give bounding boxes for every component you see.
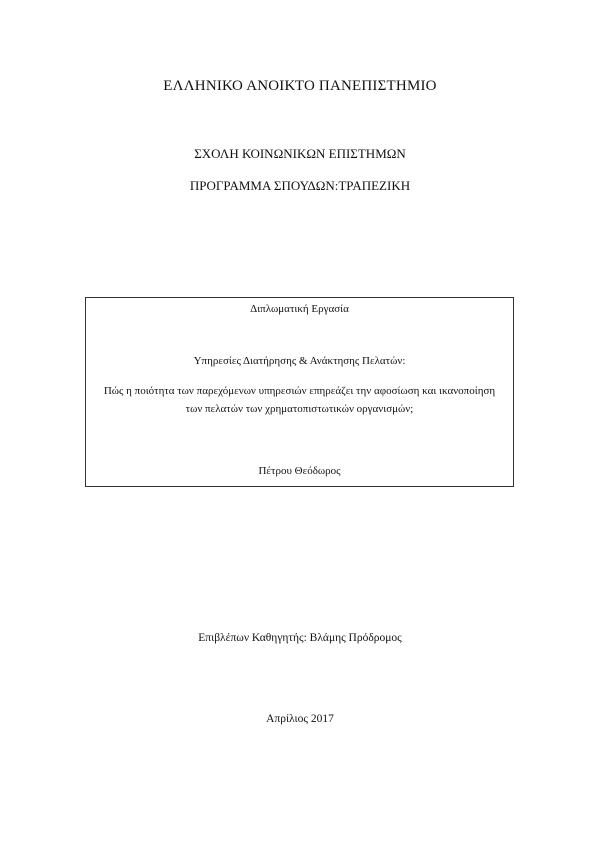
program-name: ΠΡΟΓΡΑΜΜΑ ΣΠΟΥΔΩΝ:ΤΡΑΠΕΖΙΚΗ <box>189 178 411 193</box>
thesis-subtitle-line-2: των πελατών των χρηματοπιστωτικών οργανισμών; <box>185 403 414 415</box>
thesis-author: Πέτρου Θεόδωρος <box>258 465 341 477</box>
thesis-info-box <box>85 297 514 487</box>
thesis-subtitle-line-1: Πώς η ποιότητα των παρεχόμενων υπηρεσιών επηρεάζει την αφοσίωση και ικανοποίηση <box>103 385 496 397</box>
school-name: ΣΧΟΛΗ ΚΟΙΝΩΝΙΚΩΝ ΕΠΙΣΤΗΜΩΝ <box>194 146 406 161</box>
university-name: ΕΛΛΗΝΙΚΟ ΑΝΟΙΚΤΟ ΠΑΝΕΠΙΣΤΗΜΙΟ <box>163 78 437 94</box>
submission-date: Απρίλιος 2017 <box>266 713 334 725</box>
supervisor: Επιβλέπων Καθηγητής: Βλάμης Πρόδρομος <box>198 632 402 644</box>
thesis-type: Διπλωματική Εργασία <box>250 303 349 315</box>
thesis-title: Υπηρεσίες Διατήρησης & Ανάκτησης Πελατών: <box>193 355 406 367</box>
